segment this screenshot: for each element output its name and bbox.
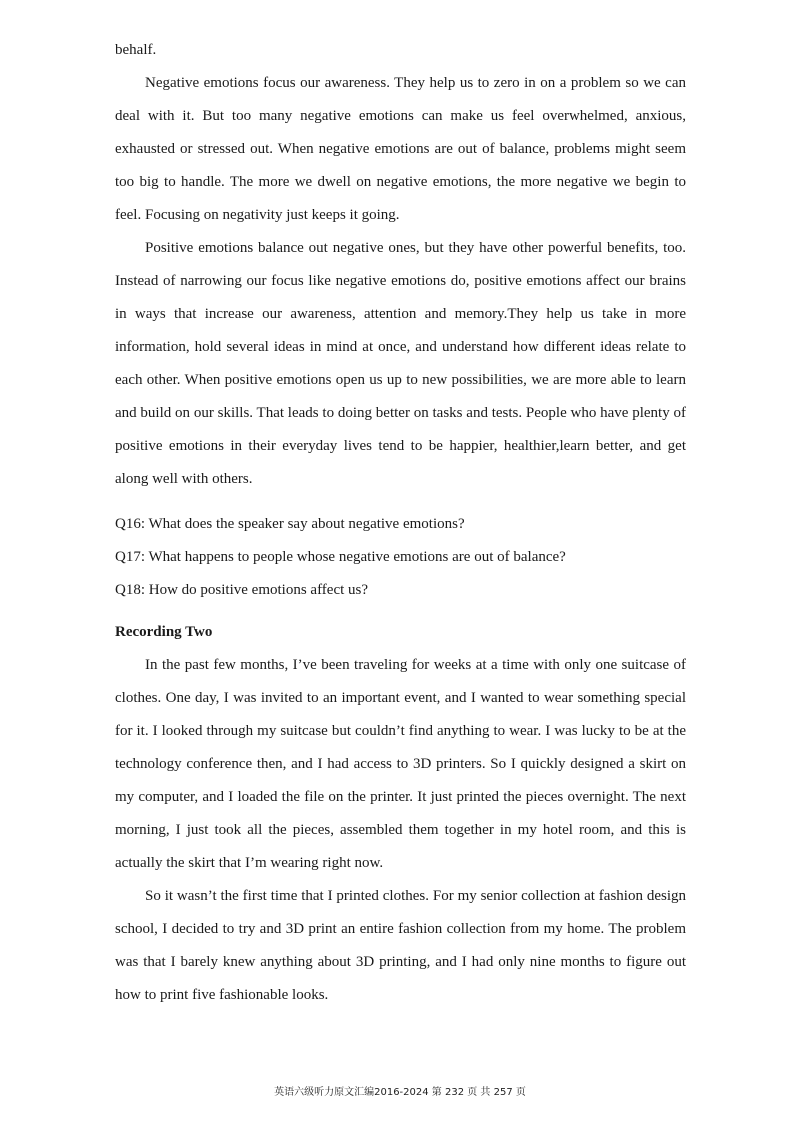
question-q17: Q17: What happens to people whose negative emotions are out of balance? — [115, 549, 566, 565]
question-q16: Q16: What does the speaker say about negative emotions? — [115, 516, 465, 532]
paragraph-negative-emotions: Negative emotions focus our awareness. They help us to zero in on a problem so we can deal with it. But too many negative emotions can make us feel overwhelmed, anxious, exhausted or stressed out. When negative emotions are out of balance, problems might seem too big to handle. The more we dwell on negative emotions, the more negative we begin to feel. Focusing on negativity just keeps it going. — [115, 75, 686, 223]
paragraph-continuation: behalf. — [115, 42, 157, 58]
paragraph-senior-collection: So it wasn’t the first time that I printed clothes. For my senior collection at fashion design school, I decided to try and 3D print an entire fashion collection from my home. The problem was that I barely knew anything about 3D printing, and I had only nine months to figure out how to print five fashionable looks. — [115, 888, 686, 1003]
section-heading: Recording Two — [115, 624, 213, 640]
paragraph-positive-emotions: Positive emotions balance out negative ones, but they have other powerful benefits, too. Instead of narrowing our focus like negative emotions do, positive emotions affect our brains in ways that increase our awareness, attention and memory.They help us take in more information, hold several ideas in mind at once, and understand how different ideas relate to each other. When positive emotions open us up to new possibilities, we are more able to learn and build on our skills. That leads to doing better on tasks and tests. People who have plenty of positive emotions in their everyday lives tend to be happier, healthier,learn better, and get along well with others. — [115, 240, 686, 487]
document-body — [115, 34, 686, 1012]
paragraph-suitcase-story: In the past few months, I’ve been traveling for weeks at a time with only one suitcase of clothes. One day, I was invited to an important event, and I wanted to wear something special for it. I looked through my suitcase but couldn’t find anything to wear. I was lucky to be at the technology conference then, and I had access to 3D printers. So I quickly designed a skirt on my computer, and I loaded the file on the printer. It just printed the pieces overnight. The next morning, I just took all the pieces, assembled them together in my hotel room, and this is actually the skirt that I’m wearing right now. — [115, 657, 686, 871]
page-footer: 英语六级听力原文汇编2016-2024 第 232 页 共 257 页 — [274, 1087, 526, 1098]
question-list — [115, 508, 686, 607]
question-q18: Q18: How do positive emotions affect us? — [115, 582, 369, 598]
